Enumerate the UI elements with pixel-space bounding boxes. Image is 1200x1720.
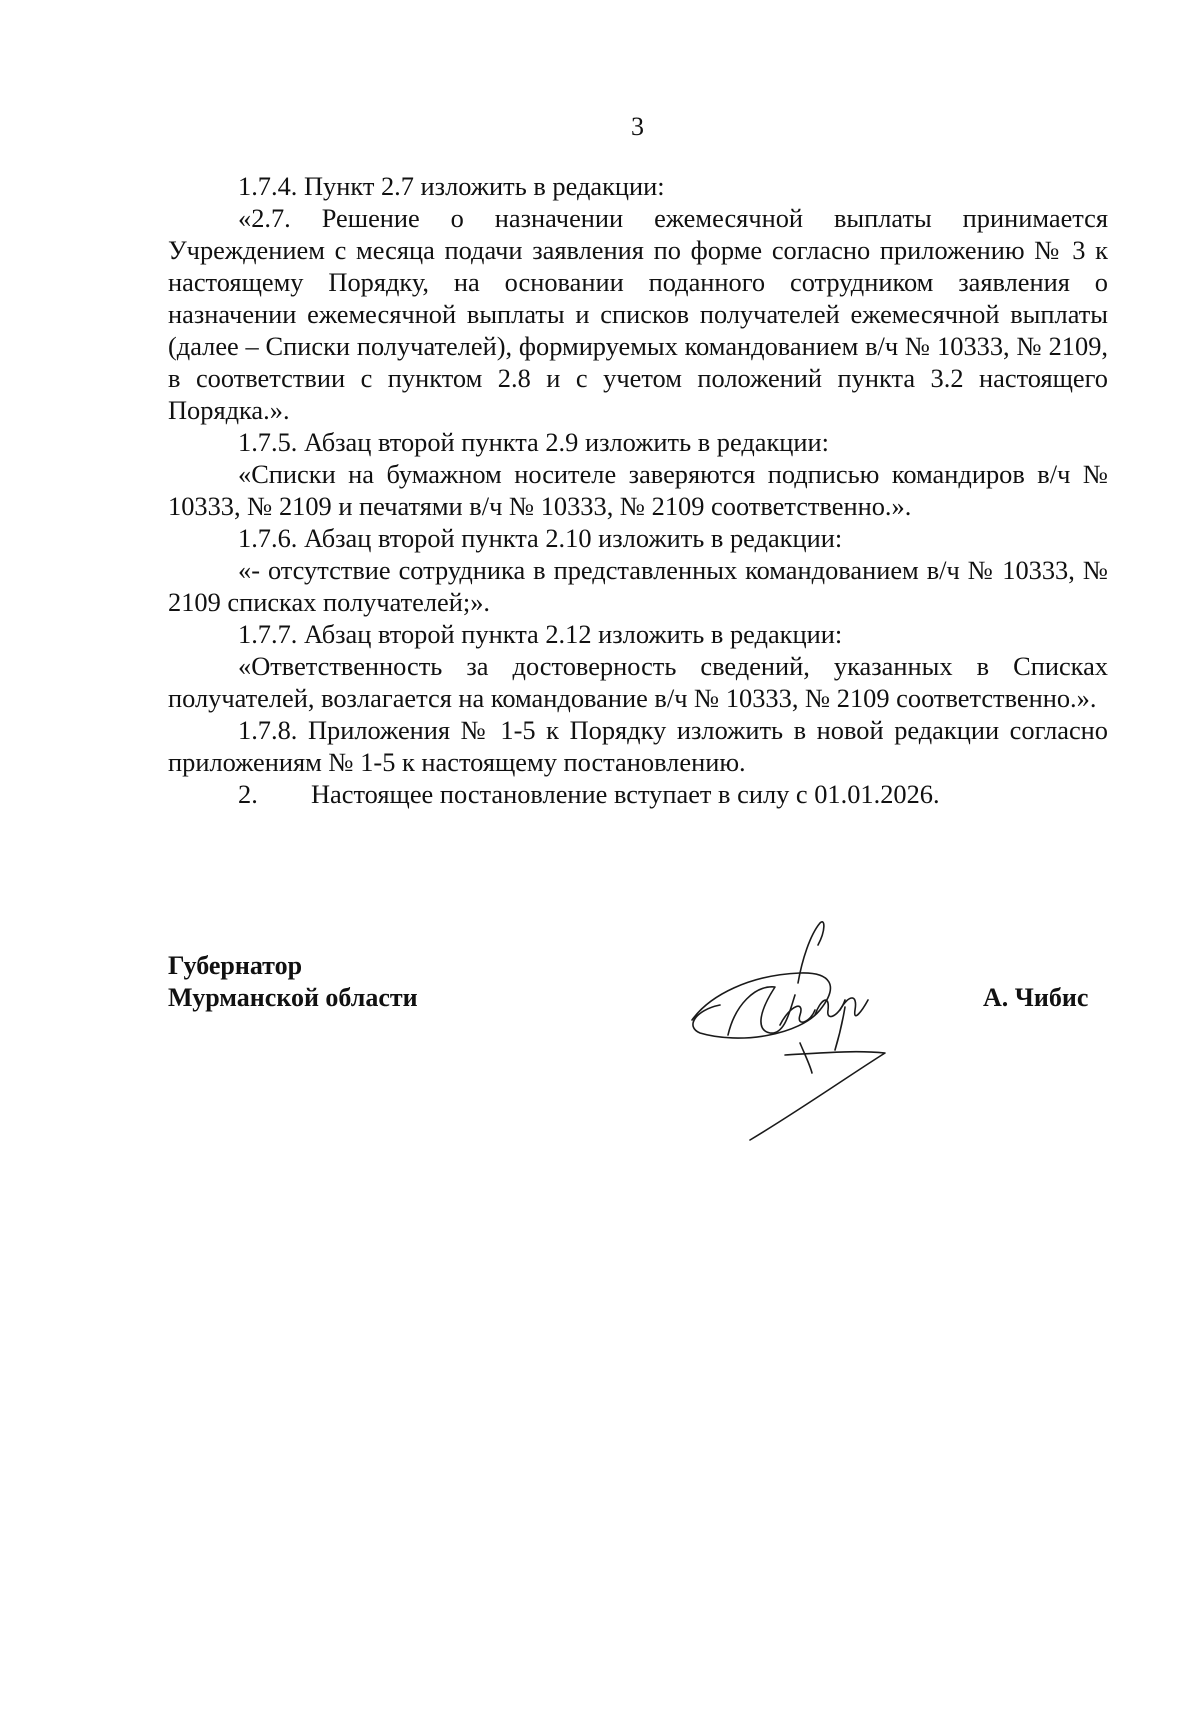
paragraph-quote-2-7: «2.7. Решение о назначении ежемесячной выплаты принимается Учреждением с месяца подачи заявления по форме согласно приложению № 3 к настоящему Порядку, на основании поданного сотрудником заявления о назначении ежемесячной выплаты и списков получателей ежемесячной выплаты (далее – Списки получателей), формируемых командованием в/ч № 10333, № 2109, в соответствии с пунктом 2.8 и с учетом положений пункта 3.2 настоящего Порядка.». — [168, 203, 1108, 425]
paragraph-item-2 — [168, 778, 1108, 810]
item-2-number: 2. — [238, 779, 258, 809]
paragraph-1-7-6: 1.7.6. Абзац второй пункта 2.10 изложить в редакции: — [238, 523, 843, 553]
signatory-name: А. Чибис — [983, 983, 1089, 1012]
signatory-position-line-1: Губернатор — [168, 951, 303, 980]
item-2-text: Настоящее постановление вступает в силу с 01.01.2026. — [311, 779, 940, 809]
handwritten-signature — [680, 915, 920, 1145]
page-number: 3 — [631, 112, 644, 141]
paragraph-1-7-7: 1.7.7. Абзац второй пункта 2.12 изложить в редакции: — [238, 619, 843, 649]
paragraph-quote-2-12: «Ответственность за достоверность сведений, указанных в Списках получателей, возлагается на командование в/ч № 10333, № 2109 соответственно.». — [168, 651, 1108, 713]
paragraph-quote-2-9: «Списки на бумажном носителе заверяются подписью командиров в/ч № 10333, № 2109 и печатями в/ч № 10333, № 2109 соответственно.». — [168, 459, 1108, 521]
document-body — [168, 170, 1108, 810]
paragraph-1-7-5: 1.7.5. Абзац второй пункта 2.9 изложить в редакции: — [238, 427, 830, 457]
paragraph-1-7-8: 1.7.8. Приложения № 1-5 к Порядку изложить в новой редакции согласно приложениям № 1-5 к настоящему постановлению. — [168, 715, 1108, 777]
paragraph-1-7-4: 1.7.4. Пункт 2.7 изложить в редакции: — [238, 171, 665, 201]
paragraph-quote-2-10: «- отсутствие сотрудника в представленных командованием в/ч № 10333, № 2109 списках получателей;». — [168, 555, 1108, 617]
signatory-position-line-2: Мурманской области — [168, 983, 418, 1012]
signatory-position — [168, 950, 418, 1014]
